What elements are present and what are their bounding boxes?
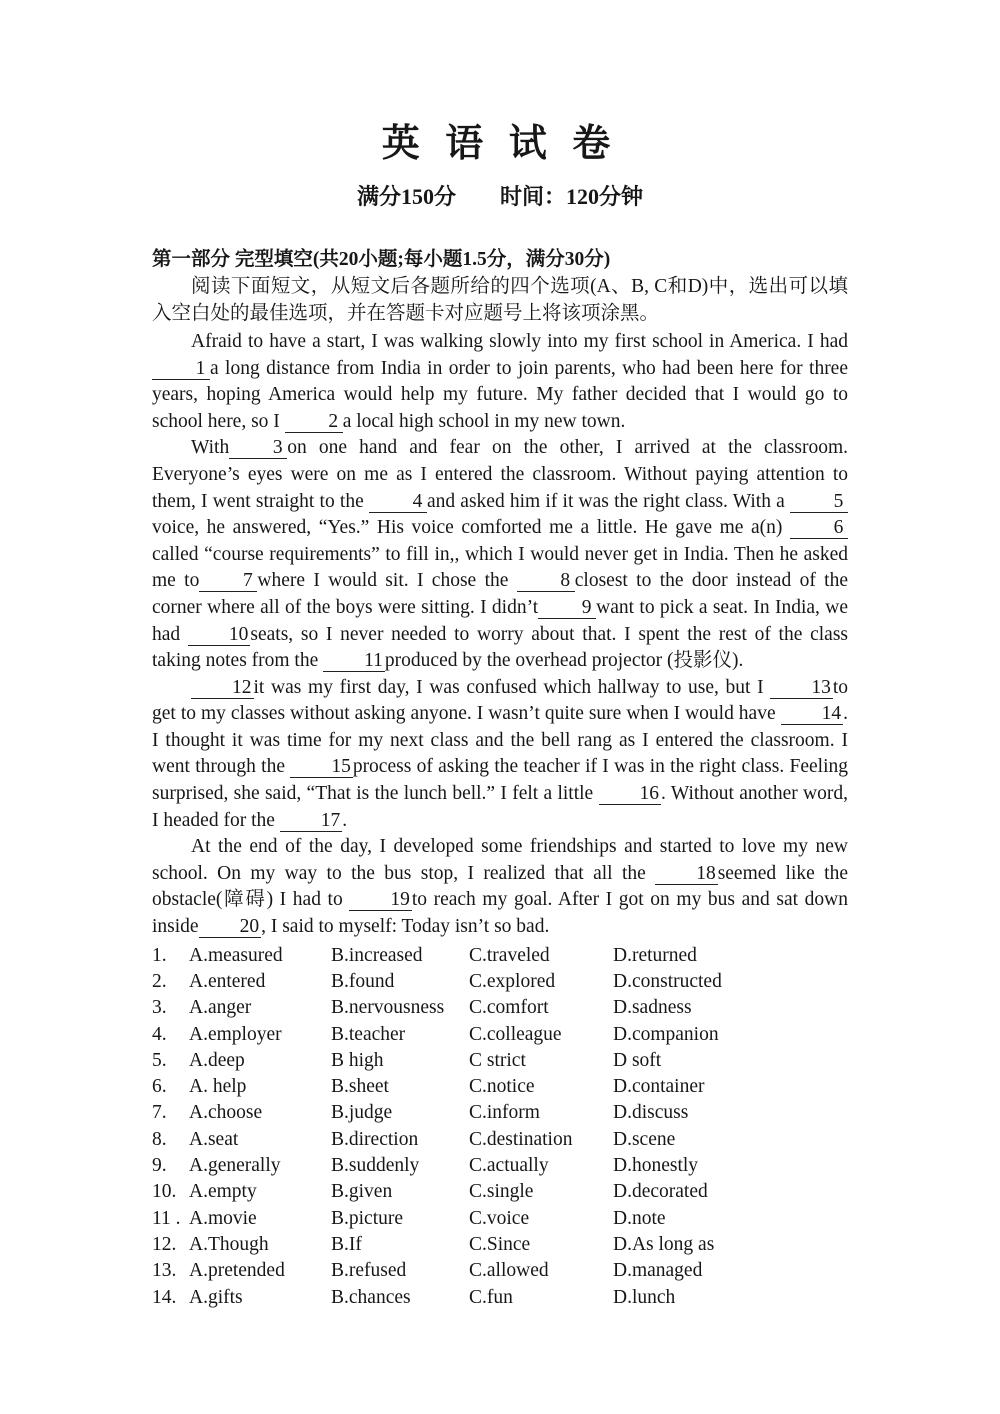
option-A: A.anger: [189, 997, 252, 1019]
option-A: A.empty: [189, 1181, 257, 1203]
option-C: C.voice: [469, 1207, 530, 1229]
page-title: 英 语 试 卷: [381, 123, 619, 165]
option-B: B.direction: [331, 1128, 419, 1150]
question-row: [152, 943, 848, 969]
blank-9: 9: [538, 598, 596, 619]
question-row: [152, 1232, 848, 1258]
option-D: D.lunch: [613, 1286, 676, 1308]
options-list: [152, 943, 848, 1311]
question-number: 6.: [152, 1076, 167, 1098]
question-number: 5.: [152, 1049, 167, 1071]
option-A: A.entered: [189, 970, 266, 992]
option-B: B.judge: [331, 1102, 393, 1124]
cloze-passage: [152, 329, 848, 941]
passage-paragraph: Afraid to have a start, I was walking slowly into my first school in America. I had1 a long distance from India in order to join parents, who had been here for three years, hoping America would help my future. My father decided that I would go to school here, so I 2 a local high school in my new town.: [152, 330, 848, 432]
question-row: [152, 1100, 848, 1126]
option-D: D.decorated: [613, 1181, 708, 1203]
option-C: C.actually: [469, 1155, 549, 1177]
question-number: 4.: [152, 1023, 167, 1045]
option-B: B.chances: [331, 1286, 411, 1308]
question-row: [152, 1048, 848, 1074]
question-row: [152, 969, 848, 995]
question-number: 12.: [152, 1233, 177, 1255]
option-C: C.Since: [469, 1233, 531, 1255]
blank-1: 1: [152, 359, 210, 380]
question-row: [152, 1074, 848, 1100]
blank-8: 8: [517, 571, 575, 592]
option-B: B.nervousness: [331, 997, 445, 1019]
option-A: A.movie: [189, 1207, 257, 1229]
option-D: D.managed: [613, 1260, 703, 1282]
blank-17: 17: [280, 811, 343, 832]
blank-3: 3: [229, 438, 287, 459]
option-D: D.container: [613, 1076, 705, 1098]
blank-2: 2: [285, 412, 343, 433]
option-C: C.destination: [469, 1128, 573, 1150]
option-C: C strict: [469, 1049, 526, 1071]
blank-10: 10: [188, 625, 251, 646]
option-B: B.teacher: [331, 1023, 406, 1045]
option-A: A.deep: [189, 1049, 245, 1071]
section-instructions: 阅读下面短文，从短文后各题所给的四个选项(A、B, C和D)中，选出可以填入空白处的最佳选项，并在答题卡对应题号上将该项涂黑。: [152, 275, 848, 324]
option-D: D.note: [613, 1207, 666, 1229]
passage-paragraph: With 3 on one hand and fear on the other, I arrived at the classroom. Everyone’s eyes were on me as I entered the classroom. Without paying attention to them, I went straight to the 4 and asked him if it was the right class. With a 5voice, he answered, “Yes.” His voice comforted me a little. He gave me a(n) 6called “course requirements” to fill in,, which I would never get in India. Then he asked me to 7 where I would sit. I chose the 8 closest to the door instead of the corner where all of the boys were sitting. I didn’t 9 want to pick a seat. In India, we had 10 seats, so I never needed to worry about that. I spent the rest of the class taking notes from the 11 produced by the overhead projector (投影仪).: [152, 437, 848, 672]
blank-15: 15: [290, 757, 353, 778]
option-A: A. help: [189, 1076, 247, 1098]
option-C: C.single: [469, 1181, 534, 1203]
option-A: A.measured: [189, 944, 283, 966]
blank-13: 13: [770, 678, 833, 699]
option-B: B.picture: [331, 1207, 404, 1229]
option-C: C.fun: [469, 1286, 513, 1308]
blank-4: 4: [369, 492, 427, 513]
option-B: B.refused: [331, 1260, 407, 1282]
option-D: D.honestly: [613, 1155, 699, 1177]
blank-20: 20: [199, 917, 262, 938]
blank-12: 12: [191, 678, 254, 699]
question-number: 14.: [152, 1286, 177, 1308]
passage-paragraph: 12 it was my first day, I was confused which hallway to use, but I 13 to get to my classes without asking anyone. I wasn’t quite sure when I would have 14 . I thought it was time for my next class and the bell rang as I entered the classroom. I went through the 15 process of asking the teacher if I was in the right class. Feeling surprised, she said, “That is the lunch bell.” I felt a little 16 . Without another word, I headed for the 17 .: [152, 676, 849, 831]
blank-19: 19: [349, 890, 412, 911]
blank-18: 18: [655, 864, 718, 885]
question-number: 9.: [152, 1155, 167, 1177]
question-number: 7.: [152, 1102, 167, 1124]
blank-5: 5: [790, 492, 848, 513]
option-D: D.scene: [613, 1128, 676, 1150]
question-number: 8.: [152, 1128, 167, 1150]
option-D: D.sadness: [613, 997, 692, 1019]
option-D: D.As long as: [613, 1233, 715, 1255]
question-row: [152, 1206, 848, 1232]
blank-6: 6: [790, 518, 848, 539]
blank-11: 11: [323, 651, 385, 672]
option-B: B high: [331, 1049, 384, 1071]
option-D: D.companion: [613, 1023, 719, 1045]
option-D: D soft: [613, 1049, 662, 1071]
option-A: A.gifts: [189, 1286, 243, 1308]
passage-paragraph: At the end of the day, I developed some friendships and started to love my new school. On my way to the bus stop, I realized that all the 18 seemed like the obstacle(障碍) I had to 19 to reach my goal. After I got on my bus and sat down inside 20 , I said to myself: Today isn’t so bad.: [152, 836, 848, 938]
option-C: C.allowed: [469, 1260, 549, 1282]
question-number: 10.: [152, 1181, 177, 1203]
question-number: 1.: [152, 944, 167, 966]
option-A: A.pretended: [189, 1260, 285, 1282]
question-row: [152, 1179, 848, 1205]
question-row: [152, 1258, 848, 1284]
option-B: B.suddenly: [331, 1155, 420, 1177]
question-number: 2.: [152, 970, 167, 992]
exam-score-time: 满分150分 时间：120分钟: [356, 183, 643, 209]
option-C: C.notice: [469, 1076, 535, 1098]
option-A: A.employer: [189, 1023, 282, 1045]
option-C: C.inform: [469, 1102, 540, 1124]
question-row: [152, 1022, 848, 1048]
option-A: A.Though: [189, 1233, 269, 1255]
option-A: A.seat: [189, 1128, 239, 1150]
option-C: C.colleague: [469, 1023, 562, 1045]
option-C: C.explored: [469, 970, 556, 992]
question-number: 13.: [152, 1260, 177, 1282]
option-D: D.returned: [613, 944, 697, 966]
option-B: B.increased: [331, 944, 423, 966]
blank-14: 14: [781, 704, 844, 725]
option-C: C.traveled: [469, 944, 550, 966]
question-row: [152, 995, 848, 1021]
option-B: B.If: [331, 1233, 362, 1255]
option-A: A.generally: [189, 1155, 281, 1177]
option-B: B.given: [331, 1181, 393, 1203]
option-C: C.comfort: [469, 997, 549, 1019]
question-row: [152, 1285, 848, 1311]
section-heading: 第一部分 完型填空(共20小题;每小题1.5分，满分30分): [152, 248, 611, 270]
question-number: 11 .: [152, 1207, 181, 1229]
option-B: B.found: [331, 970, 395, 992]
option-D: D.discuss: [613, 1102, 689, 1124]
question-row: [152, 1153, 848, 1179]
blank-7: 7: [199, 571, 257, 592]
option-A: A.choose: [189, 1102, 263, 1124]
option-B: B.sheet: [331, 1076, 389, 1098]
question-row: [152, 1127, 848, 1153]
option-D: D.constructed: [613, 970, 722, 992]
blank-16: 16: [599, 784, 662, 805]
question-number: 3.: [152, 997, 167, 1019]
